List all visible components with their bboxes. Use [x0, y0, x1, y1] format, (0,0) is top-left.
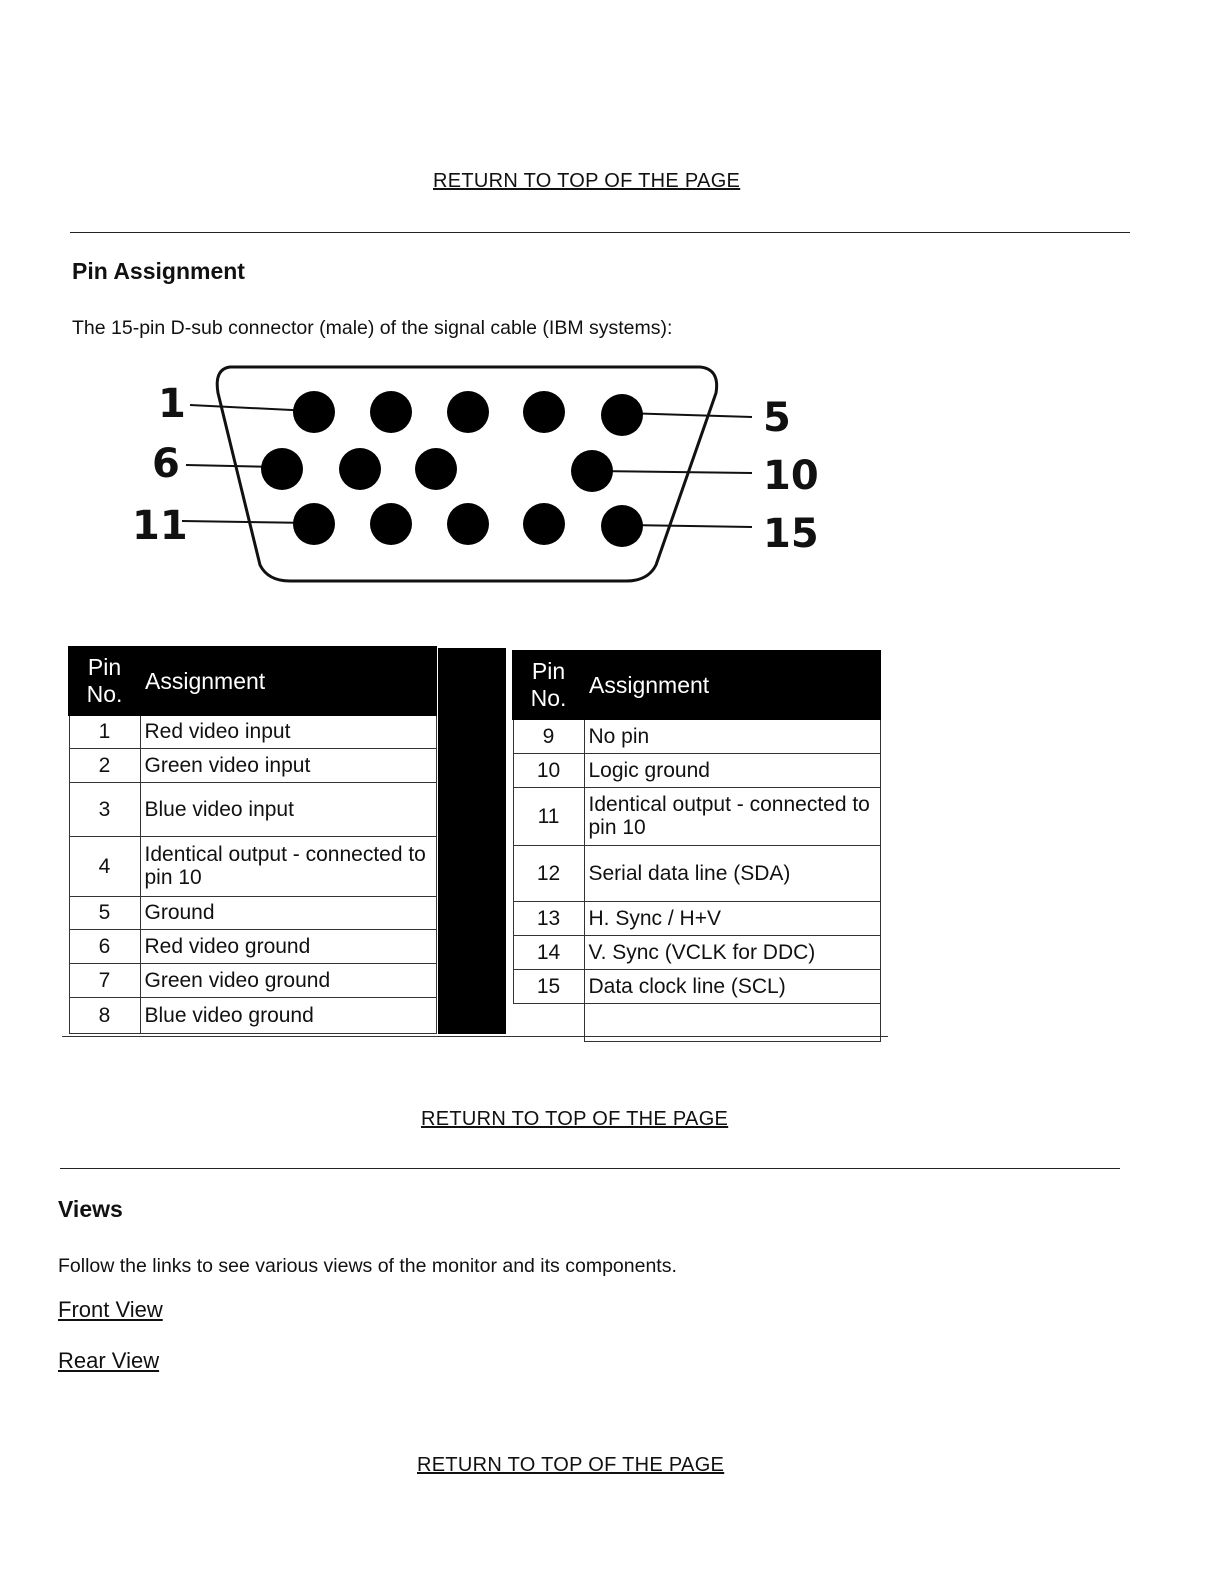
table-row — [69, 929, 436, 963]
pin-assignment: Logic ground — [584, 753, 880, 787]
pin-14 — [523, 503, 565, 545]
pin-10-leader — [594, 471, 752, 473]
table-row — [69, 782, 436, 836]
pin-assignment: Identical output - connected to pin 10 — [584, 787, 880, 845]
pin-number: 5 — [69, 896, 140, 929]
pin-assignment: Blue video input — [140, 782, 436, 836]
pin-assignment: Serial data line (SDA) — [584, 845, 880, 901]
table-row — [513, 787, 880, 845]
table-row — [513, 901, 880, 935]
pin-number: 2 — [69, 748, 140, 782]
d-sub-connector-diagram — [120, 355, 840, 595]
pin-number: 12 — [513, 845, 584, 901]
section-title-pin-assignment: Pin Assignment — [72, 258, 245, 284]
pin-number: 6 — [69, 929, 140, 963]
pin-table-right — [512, 650, 881, 1042]
pin-3 — [447, 391, 489, 433]
return-to-top-link[interactable]: RETURN TO TOP OF THE PAGE — [421, 1108, 729, 1130]
pin-number: 1 — [69, 715, 140, 748]
pin-assignment: H. Sync / H+V — [584, 901, 880, 935]
pin-10 — [571, 450, 613, 492]
pin-assignment: Red video ground — [140, 929, 436, 963]
pin-number: 7 — [69, 963, 140, 997]
table-row — [69, 836, 436, 896]
table-row — [513, 753, 880, 787]
pin-table-left — [68, 646, 437, 1034]
table-row — [513, 719, 880, 753]
pin-label-15: 15 — [763, 511, 819, 557]
pin-number: 14 — [513, 935, 584, 969]
divider — [60, 1168, 1120, 1169]
pin-number: 4 — [69, 836, 140, 896]
pin-label-5: 5 — [763, 395, 791, 441]
pin-5 — [601, 394, 643, 436]
pin-label-6: 6 — [152, 441, 180, 487]
pin-7 — [339, 448, 381, 490]
pin-11 — [293, 503, 335, 545]
pin-number: 11 — [513, 787, 584, 845]
pin-number: 3 — [69, 782, 140, 836]
pin-6 — [261, 448, 303, 490]
pin-12 — [370, 503, 412, 545]
pin-label-11: 11 — [132, 503, 188, 549]
table-row — [513, 935, 880, 969]
table-row — [69, 963, 436, 997]
table-row — [513, 969, 880, 1003]
return-to-top-link[interactable]: RETURN TO TOP OF THE PAGE — [433, 170, 741, 192]
table-row — [69, 896, 436, 929]
front-view-link[interactable]: Front View — [58, 1297, 163, 1322]
pin-number: 10 — [513, 753, 584, 787]
pin-8 — [415, 448, 457, 490]
pin-no-header: Pin No. — [69, 647, 140, 715]
pin-assignment: Red video input — [140, 715, 436, 748]
pin-assignment: No pin — [584, 719, 880, 753]
pin-description: The 15-pin D-sub connector (male) of the signal cable (IBM systems): — [72, 317, 673, 339]
pin-assignment: Ground — [140, 896, 436, 929]
pin-1 — [293, 391, 335, 433]
pin-number: 15 — [513, 969, 584, 1003]
table-row — [513, 845, 880, 901]
pin-15-leader — [624, 525, 752, 527]
pin-11-leader — [182, 521, 312, 523]
pin-2 — [370, 391, 412, 433]
table-row — [69, 997, 436, 1033]
assignment-header: Assignment — [584, 651, 880, 719]
pin-no-header: Pin No. — [513, 651, 584, 719]
pin-assignment: Green video input — [140, 748, 436, 782]
pin-5-leader — [624, 413, 752, 417]
pin-assignment: V. Sync (VCLK for DDC) — [584, 935, 880, 969]
rear-view-link[interactable]: Rear View — [58, 1348, 160, 1373]
views-description: Follow the links to see various views of the monitor and its components. — [58, 1255, 677, 1277]
pin-label-10: 10 — [763, 453, 819, 499]
pin-assignment: Blue video ground — [140, 997, 436, 1033]
table-row — [69, 715, 436, 748]
return-to-top-link[interactable]: RETURN TO TOP OF THE PAGE — [417, 1454, 725, 1476]
pin-assignment: Identical output - connected to pin 10 — [140, 836, 436, 896]
pin-15 — [601, 505, 643, 547]
table-bottom-border — [62, 1036, 888, 1037]
pin-number: 9 — [513, 719, 584, 753]
pin-assignment: Green video ground — [140, 963, 436, 997]
assignment-header: Assignment — [140, 647, 436, 715]
pin-assignment: Data clock line (SCL) — [584, 969, 880, 1003]
pin-4 — [523, 391, 565, 433]
table-row — [69, 748, 436, 782]
table-center-divider — [438, 648, 506, 1034]
pin-number: 8 — [69, 997, 140, 1033]
divider — [70, 232, 1130, 233]
section-title-views: Views — [58, 1196, 123, 1222]
pin-number: 13 — [513, 901, 584, 935]
pin-label-1: 1 — [158, 381, 186, 427]
pin-13 — [447, 503, 489, 545]
